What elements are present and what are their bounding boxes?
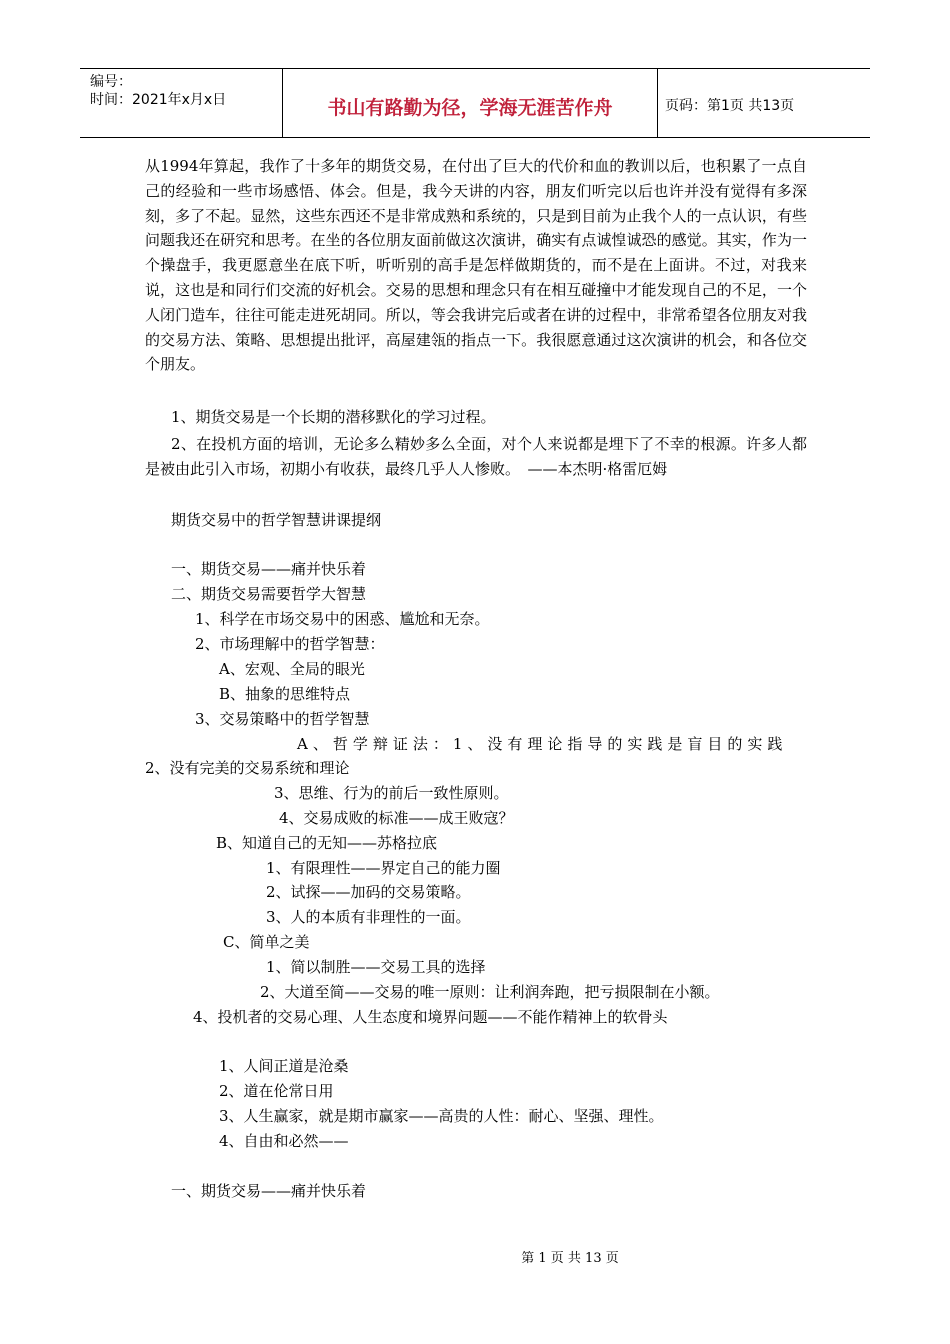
- header-meta: [80, 69, 282, 137]
- subsection-c-item-2: 2、大道至简——交易的唯一原则：让利润奔跑，把亏损限制在小额。: [260, 983, 720, 1001]
- mindset-item-2: 2、道在伦常日用: [219, 1082, 334, 1100]
- subsection-b: B、知道自己的无知——苏格拉底: [216, 834, 438, 852]
- quote-2: 2、在投机方面的培训，无论多么精妙多么全面，对个人来说都是埋下了不幸的根源。许多人都是被由此引入市场，初期小有收获，最终几乎人人惨败。 ——本杰明·格雷厄姆: [145, 435, 807, 478]
- section-1: 一、期货交易——痛并快乐着: [171, 560, 367, 578]
- page-footer: [0, 1247, 950, 1266]
- date-label: 时间：2021年x月x日: [90, 92, 227, 108]
- section-2-item-2a: A、宏观、全局的眼光: [219, 660, 365, 678]
- dialectics-line: A、哲学辩证法：1、没有理论指导的实践是盲目的实践: [297, 735, 788, 753]
- quote-1: 1、期货交易是一个长期的潜移默化的学习过程。: [171, 408, 496, 426]
- mindset-item-1: 1、人间正道是沧桑: [219, 1057, 349, 1075]
- section-2-item-2b: B、抽象的思维特点: [219, 685, 351, 703]
- section-2-item-2: 2、市场理解中的哲学智慧：: [195, 635, 385, 653]
- intro-paragraph: 从1994年算起，我作了十多年的期货交易，在付出了巨大的代价和血的教训以后，也积累了一点自己的经验和一些市场感悟、体会。但是，我今天讲的内容，朋友们听完以后也许并没有觉得有多深刻，多了不起。显然，这些东西还不是非常成熟和系统的，只是到目前为止我个人的一点认识，有些问题我还在研究和思考。在坐的各位朋友面前做这次演讲，确实有点诚惶诚恐的感觉。其实，作为一个操盘手，我更愿意坐在底下听，听听别的高手是怎样做期货的，而不是在上面讲。不过，对我来说，这也是和同行们交流的好机会。交易的思想和理念只有在相互碰撞中才能发现自己的不足，一个人闭门造车，往往可能走进死胡同。所以，等会我讲完后或者在讲的过程中，非常希望各位朋友对我的交易方法、策略、思想提出批评，高屋建瓴的指点一下。我很愿意通过这次演讲的机会，和各位交个朋友。: [145, 157, 807, 374]
- subsection-c-item-1: 1、简以制胜——交易工具的选择: [266, 958, 486, 976]
- subsection-b-item-3: 3、人的本质有非理性的一面。: [266, 908, 471, 926]
- header-page-cell: [657, 69, 870, 137]
- subsection-b-item-1: 1、有限理性——界定自己的能力圈: [266, 859, 501, 877]
- outline-title: 期货交易中的哲学智慧讲课提纲: [171, 511, 382, 529]
- header-motto-cell: [282, 69, 658, 137]
- page-header: [80, 68, 870, 138]
- section-2-item-4: 4、投机者的交易心理、人生态度和境界问题——不能作精神上的软骨头: [193, 1008, 668, 1026]
- subsection-b-item-2: 2、试探——加码的交易策略。: [266, 883, 471, 901]
- number-label: 编号：: [90, 74, 132, 90]
- section-2-item-1: 1、科学在市场交易中的困惑、尴尬和无奈。: [195, 610, 490, 628]
- dialectics-item-4: 4、交易成败的标准——成王败寇？: [279, 809, 514, 827]
- mindset-item-3: 3、人生赢家，就是期市赢家——高贵的人性：耐心、坚强、理性。: [219, 1107, 664, 1125]
- motto: 书山有路勤为径，学海无涯苦作舟: [327, 97, 613, 119]
- footer-page-number: 第 1 页 共 13 页: [521, 1251, 619, 1266]
- page-info: 页码：第1页 共13页: [665, 98, 795, 114]
- section-2: 二、期货交易需要哲学大智慧: [171, 585, 367, 603]
- mindset-item-4: 4、自由和必然——: [219, 1132, 349, 1150]
- dialectics-item-2: 2、没有完美的交易系统和理论: [145, 759, 350, 777]
- section-1-repeat: 一、期货交易——痛并快乐着: [171, 1182, 367, 1200]
- subsection-c: C、简单之美: [223, 933, 310, 951]
- dialectics-item-3: 3、思维、行为的前后一致性原则。: [274, 784, 509, 802]
- section-2-item-3: 3、交易策略中的哲学智慧: [195, 710, 370, 728]
